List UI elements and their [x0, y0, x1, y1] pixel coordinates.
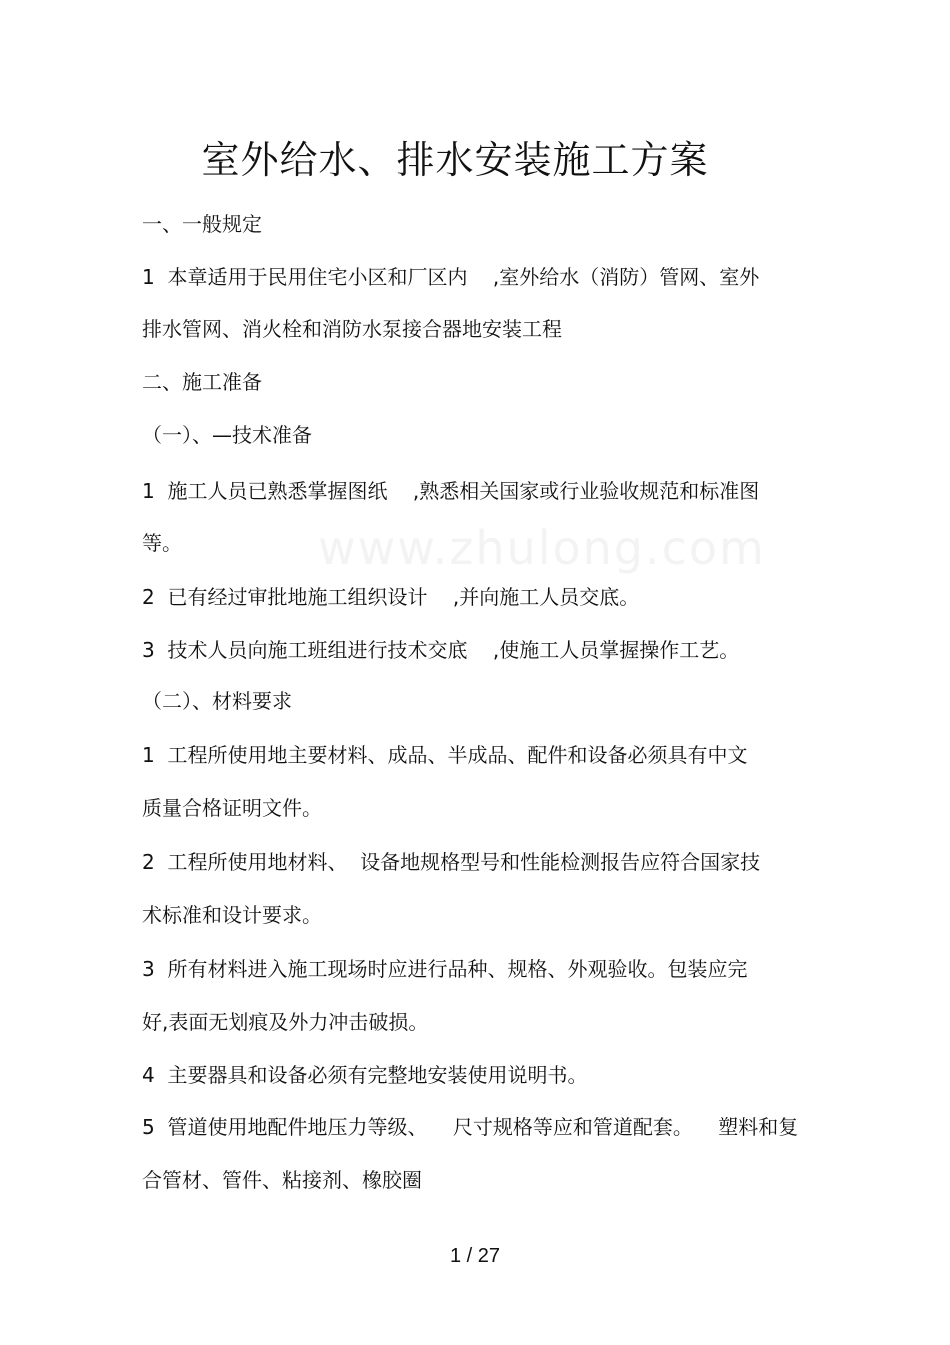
paragraph-line: 3 技术人员向施工班组进行技术交底 ,使施工人员掌握操作工艺。: [142, 638, 740, 662]
paragraph-line: 质量合格证明文件。: [142, 796, 322, 820]
watermark: www.zhulong.com: [318, 521, 766, 575]
paragraph-line: 术标准和设计要求。: [142, 903, 322, 927]
paragraph-line: 1 本章适用于民用住宅小区和厂区内 ,室外给水（消防）管网、室外: [142, 265, 760, 289]
section-heading-general: 一、一般规定: [142, 212, 262, 236]
paragraph-line: 排水管网、消火栓和消防水泵接合器地安装工程: [142, 317, 562, 341]
paragraph-line: 2 工程所使用地材料、 设备地规格型号和性能检测报告应符合国家技: [142, 850, 761, 874]
document-title: 室外给水、排水安装施工方案: [201, 138, 709, 182]
subsection-heading-technical: （一）、—技术准备: [142, 423, 312, 447]
paragraph-line: 5 管道使用地配件地压力等级、 尺寸规格等应和管道配套。 塑料和复: [142, 1115, 799, 1139]
paragraph-line: 4 主要器具和设备必须有完整地安装使用说明书。: [142, 1063, 588, 1087]
subsection-heading-materials: （二）、材料要求: [142, 689, 292, 713]
section-heading-preparation: 二、施工准备: [142, 370, 262, 394]
paragraph-line: 1 施工人员已熟悉掌握图纸 ,熟悉相关国家或行业验收规范和标准图: [142, 479, 760, 503]
paragraph-line: 1 工程所使用地主要材料、成品、半成品、配件和设备必须具有中文: [142, 743, 748, 767]
paragraph-line: 等。: [142, 531, 182, 555]
paragraph-line: 合管材、管件、粘接剂、橡胶圈: [142, 1168, 422, 1192]
paragraph-line: 2 已有经过审批地施工组织设计 ,并向施工人员交底。: [142, 585, 640, 609]
paragraph-line: 好,表面无划痕及外力冲击破损。: [142, 1010, 429, 1034]
paragraph-line: 3 所有材料进入施工现场时应进行品种、规格、外观验收。包装应完: [142, 957, 748, 981]
page-number: 1 / 27: [449, 1245, 501, 1267]
